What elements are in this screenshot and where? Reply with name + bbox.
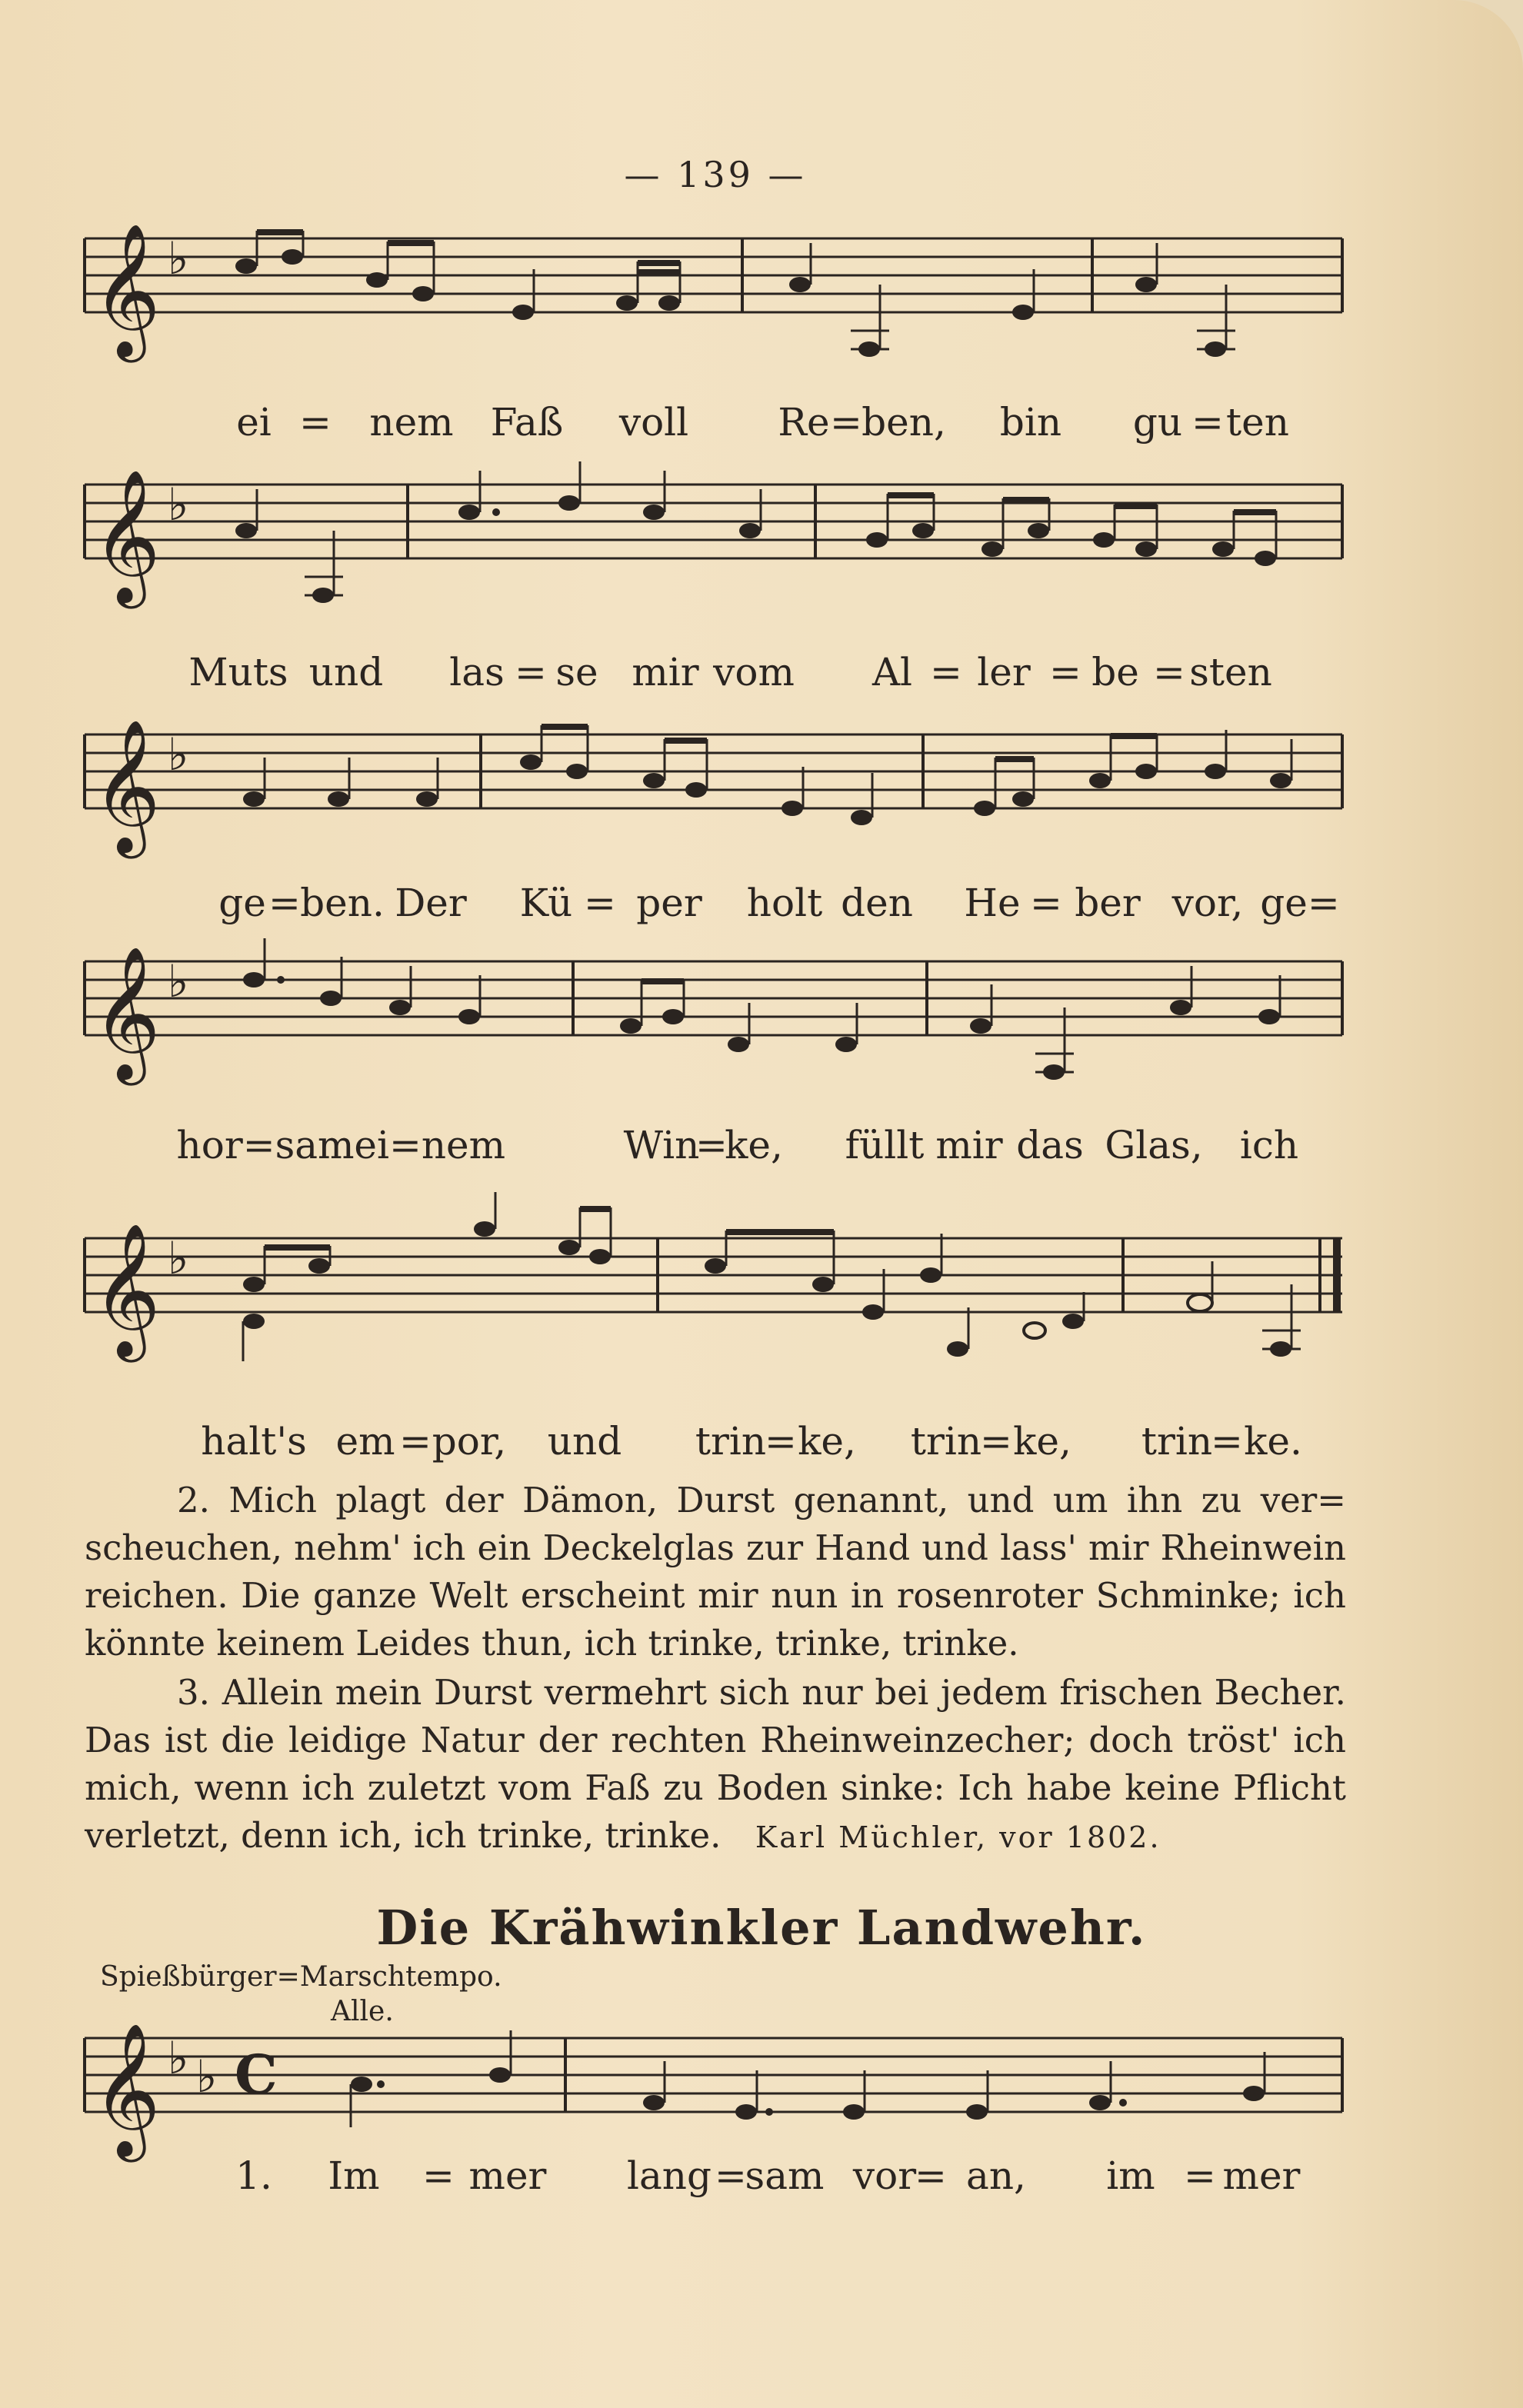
syllable: ge [218,881,266,925]
verse-3 [85,1669,1346,1861]
song-title: Die Krähwinkler Landwehr. [376,1900,1147,1956]
treble-clef-icon: 𝄞 [92,946,161,1080]
syllable: = [515,650,547,694]
syllable: im [1106,2153,1155,2198]
syllable: und [547,1419,622,1464]
syllable: = [399,1419,432,1464]
treble-clef-icon: 𝄞 [92,223,161,357]
syllable: = [980,1419,1012,1464]
syllable: sam [745,2153,825,2198]
music-staff-3 [0,711,1523,865]
syllable: be [1091,650,1139,694]
flat-icon: ♭ [196,2050,218,2103]
syllable: = [765,1419,797,1464]
staff-6-svg [0,2007,1523,2177]
page-number: — 139 — [624,154,807,195]
lyrics-line-4 [0,1123,1523,1177]
syllable: Im [328,2153,380,2198]
syllable: den [841,881,913,925]
syllable: sten [1189,650,1272,694]
syllable: mir [935,1123,1003,1167]
lyrics-line-6 [0,2153,1523,2207]
syllable: nem [369,400,454,445]
syllable: 1. [235,2153,272,2198]
author-credit: Karl Müchler, vor 1802. [755,1820,1161,1854]
staff-3-svg [0,711,1523,881]
syllable: = [1184,2153,1216,2198]
syllable: ke, [1013,1419,1071,1464]
syllable: an, [966,2153,1026,2198]
syllable: las [449,650,505,694]
syllable: ben. [300,881,385,925]
staff-1-svg [0,215,1523,385]
music-staff-1 [0,215,1523,369]
syllable: por, [432,1419,507,1464]
syllable: = [695,1123,728,1167]
lyrics-line-1 [0,400,1523,454]
syllable: Al [871,650,913,694]
syllable: ber [1075,881,1141,925]
flat-icon: ♭ [168,232,189,285]
lyrics-line-3 [0,881,1523,934]
staff-5-svg [0,1200,1523,1384]
syllable: mer [1222,2153,1301,2198]
syllable: em [335,1419,395,1464]
syllable: füllt [845,1123,925,1167]
music-staff-6 [0,2007,1523,2161]
syllable: Re [778,400,830,445]
flat-icon: ♭ [168,728,189,781]
time-signature: C [235,2043,278,2107]
syllable: Glas, [1105,1123,1203,1167]
syllable: vor [852,2153,917,2198]
syllable: = [1030,881,1062,925]
treble-clef-icon: 𝄞 [92,719,161,853]
lyrics-line-5 [0,1419,1523,1473]
syllable: gu [1132,400,1183,445]
syllable: Muts [188,650,288,694]
syllable: Win [623,1123,700,1167]
syllable: trin [695,1419,767,1464]
syllable: ke. [1244,1419,1302,1464]
flat-icon: ♭ [168,478,189,531]
syllable: mir [632,650,699,694]
verse-text: Allein mein Durst vermehrt sich nur bei jedem frischen Becher. Das ist die leidige Natur der rechten Rheinweinzecher; doch tröst' ich mich, wenn ich zuletzt vom Faß zu Boden sinke: Ich habe keine Pflicht verletzt, denn ich, ich trinke, trinke. [85,1672,1346,1856]
treble-clef-icon: 𝄞 [92,1223,161,1357]
syllable: = [830,400,862,445]
syllable: holt [746,881,823,925]
syllable: = [268,881,301,925]
syllable: ge= [1260,881,1340,925]
syllable: hor=sam [176,1123,355,1167]
treble-clef-icon: 𝄞 [92,469,161,603]
syllable: ei [236,400,272,445]
music-staff-5 [0,1200,1523,1357]
syllable: = [299,400,332,445]
syllable: trin [910,1419,982,1464]
syllable: voll [618,400,689,445]
flat-icon: ♭ [168,1232,189,1284]
syllable: vom [713,650,795,694]
syllable: ben, [861,400,946,445]
syllable: das [1016,1123,1084,1167]
music-staff-2 [0,461,1523,615]
syllable: ke, [798,1419,856,1464]
verse-number: 2. [177,1480,210,1520]
syllable: halt's [201,1419,307,1464]
verse-text: Mich plagt der Dämon, Durst genannt, und um ihn zu ver= scheuchen, nehm' ich ein Deckelglas zur Hand und lass' mir Rheinwein reichen. Die ganze Welt erscheint mir nun in rosenroter Schminke; ich könnte keinem Leides thun, ich trinke, trinke, trinke. [85,1480,1347,1664]
music-staff-4 [0,938,1523,1092]
syllable: = [1153,650,1185,694]
syllable: = [1049,650,1081,694]
syllable: Faß [490,400,564,445]
treble-clef-icon: 𝄞 [92,2023,161,2157]
syllable: = [930,650,962,694]
voices-marking: Alle. [331,1996,394,2027]
syllable: per [636,881,702,925]
syllable: ke, [725,1123,783,1167]
syllable: bin [999,400,1062,445]
syllable: trin [1141,1419,1213,1464]
syllable: lang [626,2153,712,2198]
syllable: = [1211,1419,1243,1464]
lyrics-line-2 [0,650,1523,704]
syllable: se [555,650,598,694]
syllable: He [964,881,1021,925]
syllable: mei=nem [317,1123,506,1167]
syllable: = [584,881,616,925]
tempo-marking: Spießbürger=Marschtempo. [100,1961,502,1993]
staff-2-svg [0,461,1523,631]
syllable: ten [1226,400,1289,445]
syllable: ler [977,650,1031,694]
syllable: = [715,2153,747,2198]
syllable: = [422,2153,455,2198]
syllable: und [308,650,384,694]
syllable: Der [395,881,467,925]
syllable: ich [1239,1123,1299,1167]
verse-number: 3. [177,1672,210,1713]
flat-icon: ♭ [168,2032,189,2084]
flat-icon: ♭ [168,955,189,1007]
verse-2 [85,1477,1346,1667]
syllable: = [1191,400,1224,445]
syllable: Kü [519,881,573,925]
syllable: vor, [1171,881,1244,925]
staff-4-svg [0,938,1523,1107]
syllable: mer [468,2153,547,2198]
syllable: = [915,2153,947,2198]
